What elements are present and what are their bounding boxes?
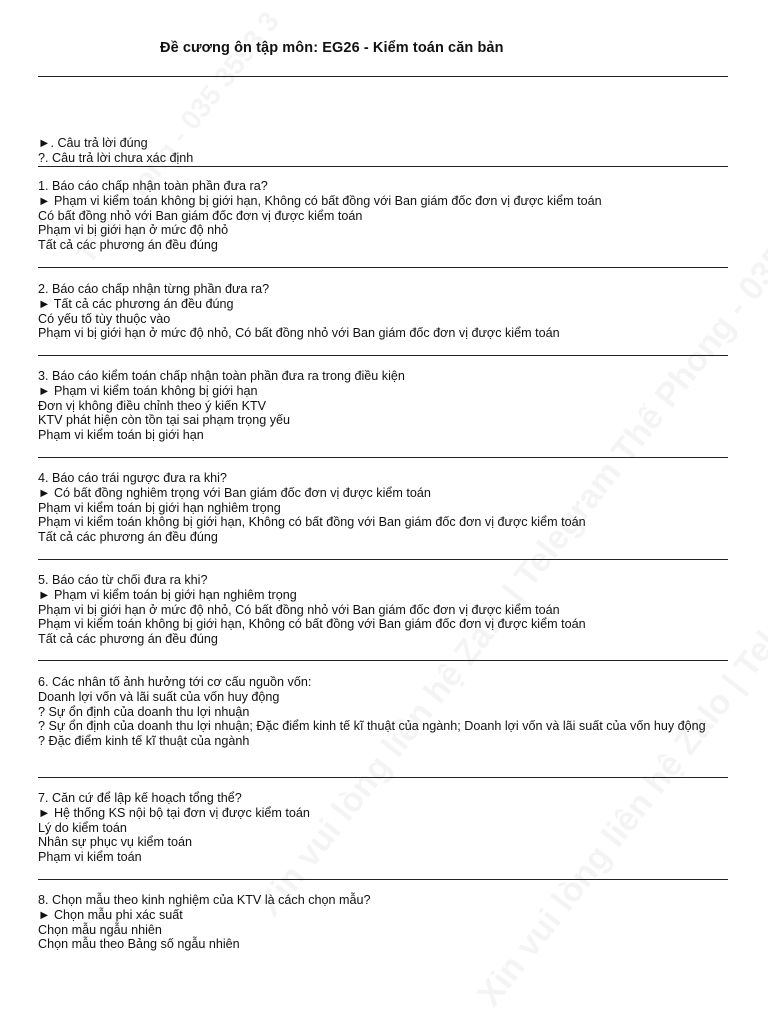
question-2 [38,282,728,341]
legend-correct: ►. Câu trả lời đúng [38,136,148,150]
question-4 [38,471,728,545]
answer-option: ► Phạm vi kiểm toán không bị giới hạn, Không có bất đồng với Ban giám đốc đơn vị được kiểm toán [38,193,602,208]
answer-option: Có bất đồng nhỏ với Ban giám đốc đơn vị được kiểm toán [38,208,363,223]
question-7 [38,791,728,865]
question-text: 2. Báo cáo chấp nhận từng phần đưa ra? [38,282,270,296]
answer-option: Phạm vi bị giới hạn ở mức độ nhỏ, Có bất đồng nhỏ với Ban giám đốc đơn vị được kiểm toán [38,326,560,341]
question-text: 6. Các nhân tố ảnh hưởng tới cơ cấu nguồn vốn: [38,675,312,689]
answer-option: Tất cả các phương án đều đúng [38,632,218,647]
answer-option: Chọn mẫu theo Bảng số ngẫu nhiên [38,937,240,952]
answer-option: ► Có bất đồng nghiêm trọng với Ban giám đốc đơn vị được kiểm toán [38,485,431,500]
question-8 [38,893,728,952]
document-title: Đề cương ôn tập môn: EG26 - Kiểm toán căn bản [160,40,504,56]
legend [38,136,728,166]
question-3 [38,369,728,443]
answer-option: Phạm vi kiểm toán không bị giới hạn, Không có bất đồng với Ban giám đốc đơn vị được kiểm toán [38,515,586,530]
answer-option: ? Sự ổn định của doanh thu lợi nhuận [38,704,250,719]
question-1 [38,179,728,253]
answer-option: Chọn mẫu ngẫu nhiên [38,922,162,937]
question-5 [38,573,728,647]
divider [38,660,728,661]
answer-option: ► Hệ thống KS nội bộ tại đơn vị được kiểm toán [38,805,310,820]
answer-option: Tất cả các phương án đều đúng [38,238,218,253]
divider [38,166,728,167]
answer-option: Phạm vi bị giới hạn ở mức độ nhỏ [38,223,229,238]
answer-option: Có yếu tố tùy thuộc vào [38,311,171,326]
legend-uncertain: ?. Câu trả lời chưa xác định [38,150,194,165]
question-text: 5. Báo cáo từ chối đưa ra khi? [38,573,208,587]
answer-option: ► Chọn mẫu phi xác suất [38,907,183,922]
answer-option: Phạm vi kiểm toán bị giới hạn nghiêm trọng [38,500,281,515]
answer-option: Doanh lợi vốn và lãi suất của vốn huy động [38,689,280,704]
answer-option: Lý do kiểm toán [38,820,127,835]
answer-option: ► Phạm vi kiểm toán bị giới hạn nghiêm trọng [38,587,297,602]
answer-option: Nhân sự phục vụ kiểm toán [38,835,193,850]
answer-option: Phạm vi kiểm toán không bị giới hạn, Không có bất đồng với Ban giám đốc đơn vị được kiểm toán [38,617,586,632]
answer-option: Phạm vi kiểm toán [38,850,142,865]
question-text: 8. Chọn mẫu theo kinh nghiệm của KTV là cách chọn mẫu? [38,893,371,907]
divider [38,879,728,880]
answer-option: Phạm vi kiểm toán bị giới hạn [38,428,204,443]
question-text: 3. Báo cáo kiểm toán chấp nhận toàn phần đưa ra trong điều kiện [38,369,405,383]
answer-option: ? Sự ổn định của doanh thu lợi nhuận; Đặc điểm kinh tế kĩ thuật của ngành; Doanh lợi vốn và lãi suất của vốn huy động [38,719,706,734]
question-6 [38,675,728,749]
question-text: 1. Báo cáo chấp nhận toàn phần đưa ra? [38,179,268,193]
answer-option: ? Đặc điểm kinh tế kĩ thuật của ngành [38,734,250,749]
divider [38,76,728,77]
divider [38,355,728,356]
answer-option: ► Tất cả các phương án đều đúng [38,296,234,311]
answer-option: KTV phát hiện còn tồn tại sai phạm trọng yếu [38,413,291,428]
divider [38,777,728,778]
answer-option: Tất cả các phương án đều đúng [38,530,218,545]
question-text: 7. Căn cứ để lập kế hoạch tổng thể? [38,791,242,805]
answer-option: Phạm vi bị giới hạn ở mức độ nhỏ, Có bất đồng nhỏ với Ban giám đốc đơn vị được kiểm toán [38,602,560,617]
divider [38,457,728,458]
divider [38,267,728,268]
question-text: 4. Báo cáo trái ngược đưa ra khi? [38,471,227,485]
divider [38,559,728,560]
answer-option: ► Phạm vi kiểm toán không bị giới hạn [38,383,258,398]
answer-option: Đơn vị không điều chỉnh theo ý kiến KTV [38,398,267,413]
